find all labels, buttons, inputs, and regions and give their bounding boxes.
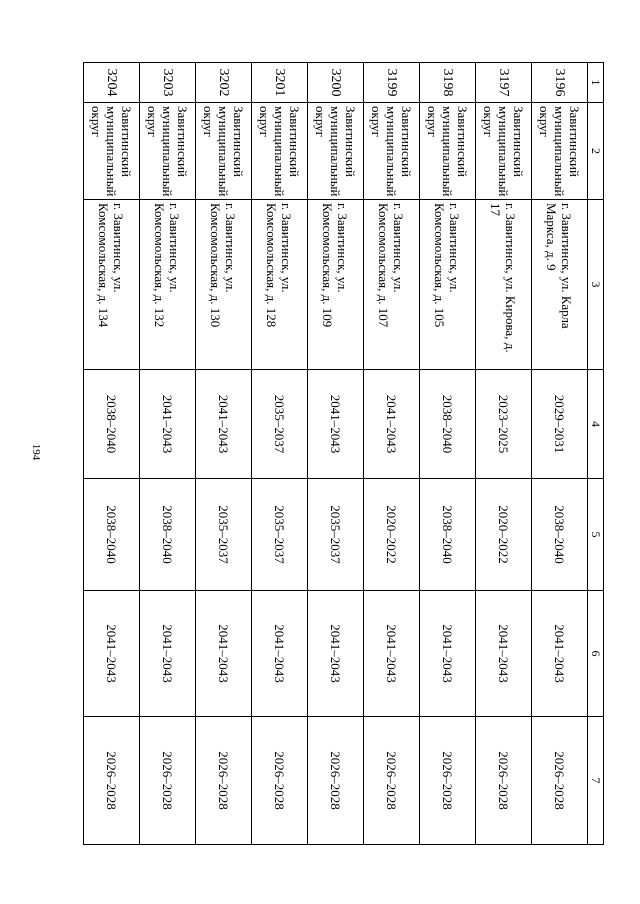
table-row <box>308 63 364 845</box>
period-col4-cell: 2038–2040 <box>84 370 140 479</box>
period-col7-cell: 2026–2028 <box>308 717 364 845</box>
row-number-cell: 3200 <box>308 63 364 103</box>
period-col7-cell: 2026–2028 <box>196 717 252 845</box>
period-col6-cell: 2041–2043 <box>420 591 476 717</box>
period-col6-cell: 2041–2043 <box>476 591 532 717</box>
row-number-cell: 3204 <box>84 63 140 103</box>
period-col6-cell: 2041–2043 <box>364 591 420 717</box>
municipality-cell: Завитинский муниципальный округ <box>476 103 532 200</box>
address-cell: г. Завитинск, ул. Комсомольская, д. 105 <box>420 200 476 370</box>
rotated-table-wrapper <box>90 62 604 844</box>
period-col6-cell: 2041–2043 <box>84 591 140 717</box>
period-col6-cell: 2041–2043 <box>308 591 364 717</box>
period-col5-cell: 2035–2037 <box>252 479 308 591</box>
period-col7-cell: 2026–2028 <box>252 717 308 845</box>
municipality-cell: Завитинский муниципальный округ <box>140 103 196 200</box>
address-cell: г. Завитинск, ул. Карла Маркса, д. 9 <box>532 200 588 370</box>
period-col7-cell: 2026–2028 <box>476 717 532 845</box>
table-row <box>252 63 308 845</box>
row-number-cell: 3203 <box>140 63 196 103</box>
row-number-cell: 3201 <box>252 63 308 103</box>
period-col6-cell: 2041–2043 <box>532 591 588 717</box>
period-col4-cell: 2041–2043 <box>364 370 420 479</box>
period-col5-cell: 2020–2022 <box>476 479 532 591</box>
registry-table <box>83 62 604 845</box>
table-row <box>196 63 252 845</box>
table-row <box>476 63 532 845</box>
header-cell-4: 4 <box>588 370 604 479</box>
address-cell: г. Завитинск, ул. Комсомольская, д. 134 <box>84 200 140 370</box>
header-cell-5: 5 <box>588 479 604 591</box>
municipality-cell: Завитинский муниципальный округ <box>84 103 140 200</box>
period-col4-cell: 2035–2037 <box>252 370 308 479</box>
period-col5-cell: 2020–2022 <box>364 479 420 591</box>
address-cell: г. Завитинск, ул. Комсомольская, д. 132 <box>140 200 196 370</box>
page-number: 194 <box>30 443 42 461</box>
table-row <box>364 63 420 845</box>
address-cell: г. Завитинск, ул. Кирова, д. 17 <box>476 200 532 370</box>
period-col4-cell: 2041–2043 <box>196 370 252 479</box>
period-col4-cell: 2023–2025 <box>476 370 532 479</box>
table-row <box>420 63 476 845</box>
period-col4-cell: 2041–2043 <box>140 370 196 479</box>
period-col5-cell: 2038–2040 <box>140 479 196 591</box>
header-cell-1: 1 <box>588 63 604 103</box>
header-cell-3: 3 <box>588 200 604 370</box>
municipality-cell: Завитинский муниципальный округ <box>252 103 308 200</box>
period-col5-cell: 2035–2037 <box>308 479 364 591</box>
period-col4-cell: 2029–2031 <box>532 370 588 479</box>
header-cell-7: 7 <box>588 717 604 845</box>
table-body <box>84 63 604 845</box>
period-col6-cell: 2041–2043 <box>196 591 252 717</box>
municipality-cell: Завитинский муниципальный округ <box>364 103 420 200</box>
period-col4-cell: 2038–2040 <box>420 370 476 479</box>
header-cell-6: 6 <box>588 591 604 717</box>
address-cell: г. Завитинск, ул. Комсомольская, д. 130 <box>196 200 252 370</box>
municipality-cell: Завитинский муниципальный округ <box>532 103 588 200</box>
period-col5-cell: 2038–2040 <box>420 479 476 591</box>
row-number-cell: 3202 <box>196 63 252 103</box>
row-number-cell: 3197 <box>476 63 532 103</box>
row-number-cell: 3199 <box>364 63 420 103</box>
period-col4-cell: 2041–2043 <box>308 370 364 479</box>
table-row <box>140 63 196 845</box>
header-row <box>588 63 604 845</box>
period-col7-cell: 2026–2028 <box>140 717 196 845</box>
period-col7-cell: 2026–2028 <box>420 717 476 845</box>
municipality-cell: Завитинский муниципальный округ <box>196 103 252 200</box>
table-row <box>532 63 588 845</box>
table-row <box>84 63 140 845</box>
address-cell: г. Завитинск, ул. Комсомольская, д. 128 <box>252 200 308 370</box>
period-col7-cell: 2026–2028 <box>364 717 420 845</box>
municipality-cell: Завитинский муниципальный округ <box>308 103 364 200</box>
period-col6-cell: 2041–2043 <box>252 591 308 717</box>
municipality-cell: Завитинский муниципальный округ <box>420 103 476 200</box>
period-col6-cell: 2041–2043 <box>140 591 196 717</box>
period-col7-cell: 2026–2028 <box>84 717 140 845</box>
period-col7-cell: 2026–2028 <box>532 717 588 845</box>
period-col5-cell: 2035–2037 <box>196 479 252 591</box>
row-number-cell: 3196 <box>532 63 588 103</box>
address-cell: г. Завитинск, ул. Комсомольская, д. 109 <box>308 200 364 370</box>
address-cell: г. Завитинск, ул. Комсомольская, д. 107 <box>364 200 420 370</box>
period-col5-cell: 2038–2040 <box>532 479 588 591</box>
row-number-cell: 3198 <box>420 63 476 103</box>
period-col5-cell: 2038–2040 <box>84 479 140 591</box>
header-cell-2: 2 <box>588 103 604 200</box>
